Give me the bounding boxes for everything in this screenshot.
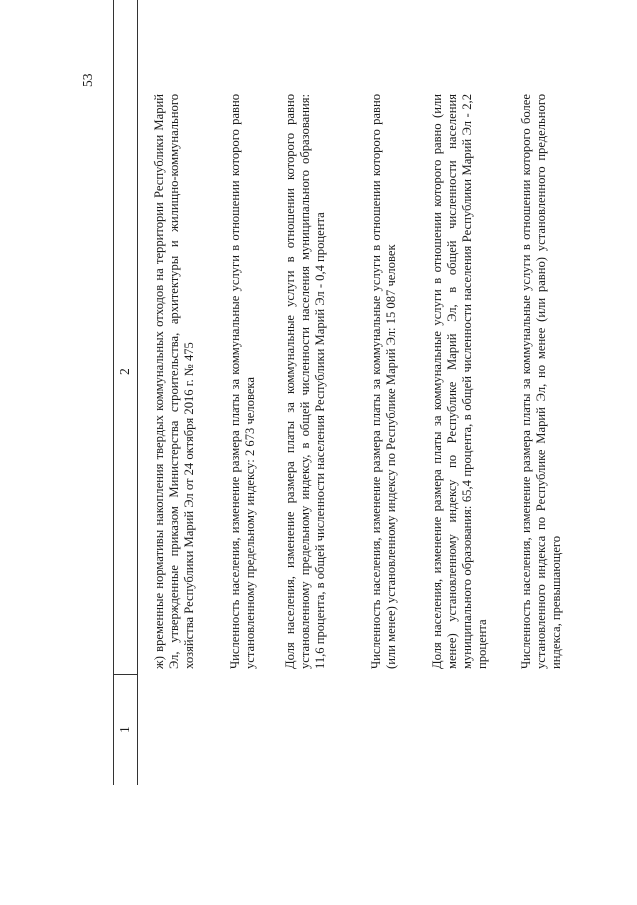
column-1-number: 1	[117, 726, 132, 733]
row-share-equal-or-less: Доля населения, изменение размера платы за коммунальные услуги в отношении которого равно (или менее) установленному индексу по Республике Марий Эл, в общей численности населения муниципального образования: 65,4 процента, в общей численности населения Республики Марий Эл - 2,2 процента	[430, 94, 489, 669]
row-population-equal-limit: Численность населения, изменение размера платы за коммунальные услуги в отношении которого равно установленному предельному индексу: 2 673 человека	[228, 94, 257, 669]
column-2-number: 2	[117, 368, 132, 375]
row-share-equal-limit: Доля населения, изменение размера платы за коммунальные услуги в отношении которого равно установленному предельному индексу, в общей численности населения муниципального образования: 11,6 процента, в общей численности населения Республики Марий Эл - 0,4 процента	[283, 94, 327, 669]
table-top-rule	[113, 0, 114, 785]
row-temporary-waste-norms: ж) временные нормативы накопления твердых коммунальных отходов на территории Республики Марий Эл, утвержденные приказом Министерства строительства, архитектуры и жилищно-коммунального хозяйства Республики Марий Эл от 24 октября 2016 г. № 475	[152, 94, 196, 669]
table-header-rule	[137, 0, 138, 785]
column-divider	[113, 674, 137, 675]
row-population-equal-or-less: Численность населения, изменение размера платы за коммунальные услуги в отношении которого равно (или менее) установленному индексу по Республике Марий Эл: 15 087 человек	[369, 94, 398, 669]
row-population-above-index: Численность населения, изменение размера платы за коммунальные услуги в отношении которого более установленного индекса по Республике Марий Эл, но менее (или равно) установленного предельного индекса, превышающего	[519, 94, 563, 669]
page-number: 53	[80, 73, 95, 87]
